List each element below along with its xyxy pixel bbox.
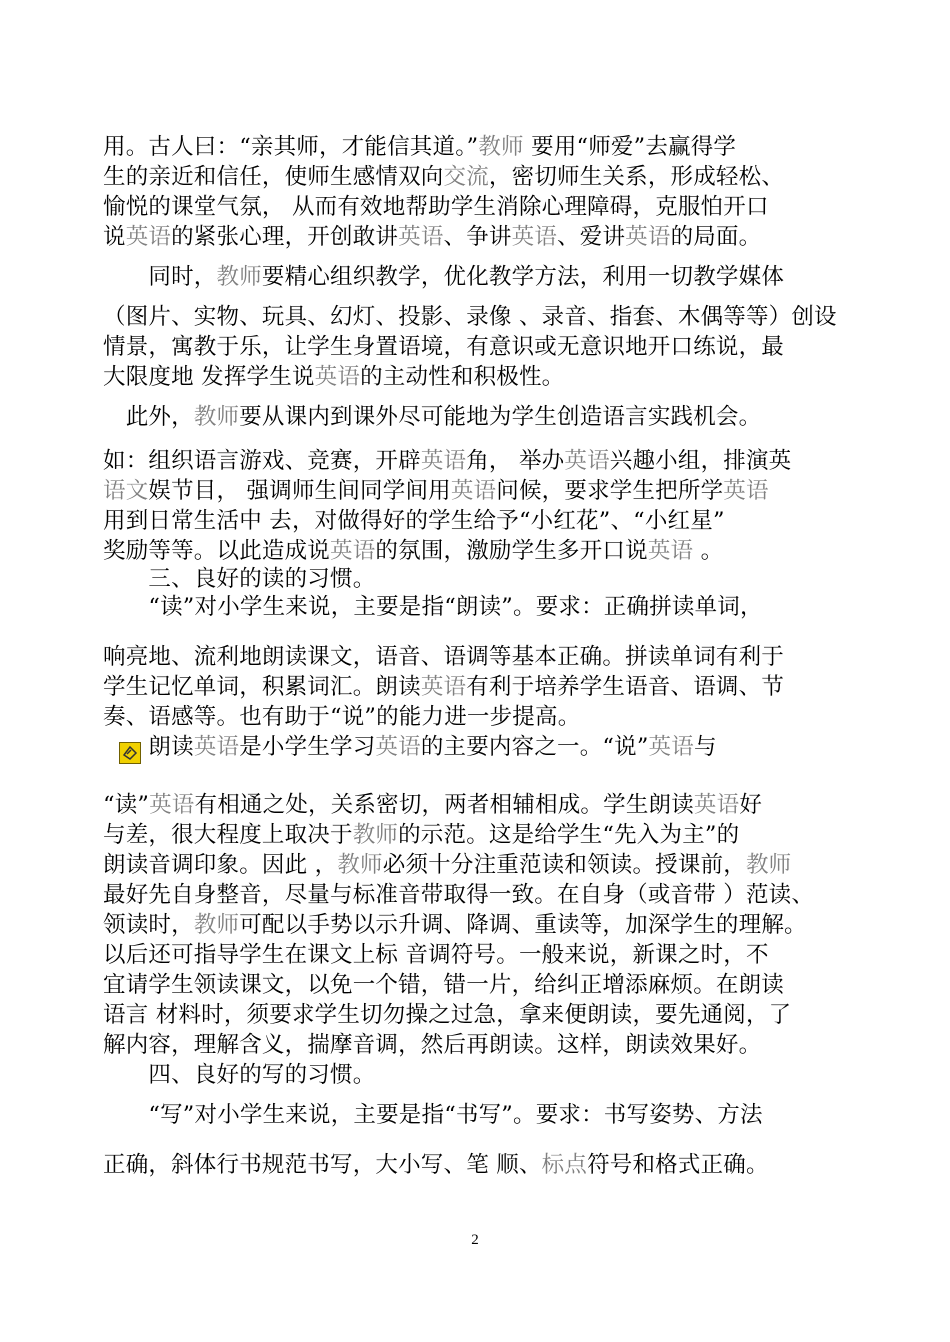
highlighted-term: 英语 xyxy=(564,448,610,474)
text-segment: ，密切师生关系，形成轻松、 xyxy=(488,164,785,190)
text-line xyxy=(103,850,843,880)
text-segment: 奏、语感等。也有助于“说”的能力进一步提高。 xyxy=(103,704,581,730)
text-segment: “写”对小学生来说，主要是指“书写”。要求：书写姿势、方法 xyxy=(103,1102,763,1128)
highlighted-term: 教师 xyxy=(478,134,524,160)
text-segment: 生的亲近和信任，使师生感情双向 xyxy=(103,164,444,190)
text-line xyxy=(103,1150,843,1180)
text-segment: 必须十分注重范读和领读。授课前， xyxy=(382,852,746,878)
text-segment: 。 xyxy=(693,538,724,564)
text-segment: 的氛围，激励学生多开口说 xyxy=(375,538,648,564)
text-line xyxy=(103,1060,843,1090)
text-segment: 符号和格式正确。 xyxy=(587,1152,769,1178)
text-segment: 最好先自身整音，尽量与标准音带取得一致。在自身（或音带 ）范读、 xyxy=(103,882,815,908)
text-line xyxy=(103,222,843,252)
highlighted-term: 教师 xyxy=(216,264,262,290)
text-segment: 与差，很大程度上取决于 xyxy=(103,822,353,848)
text-segment: 用。古人曰：“亲其师，才能信其道。” xyxy=(103,134,479,160)
text-line xyxy=(103,192,843,222)
text-segment: 与 xyxy=(693,734,717,760)
text-segment: 如：组织语言游戏、竞赛，开辟 xyxy=(103,448,421,474)
text-segment: 领读时， xyxy=(103,912,194,938)
text-segment: 娱节目， 强调师生间同学间用 xyxy=(148,478,451,504)
text-segment: 大限度地 发挥学生说 xyxy=(103,364,315,390)
text-segment: 情景，寓教于乐，让学生身置语境，有意识或无意识地开口练说，最 xyxy=(103,334,785,360)
text-line xyxy=(103,592,843,622)
text-line xyxy=(103,132,843,162)
text-segment: 有利于培养学生语音、语调、节 xyxy=(466,674,785,700)
text-line xyxy=(103,536,843,566)
text-segment: 要精心组织教学，优化教学方法，利用一切教学媒体 xyxy=(261,264,785,290)
text-line xyxy=(103,446,843,476)
text-segment: 三、良好的读的习惯。 xyxy=(103,566,376,592)
text-segment: “读” xyxy=(103,792,150,818)
highlighted-term: 英语 xyxy=(625,224,671,250)
text-segment: 此外， xyxy=(103,404,194,430)
text-line xyxy=(103,564,843,594)
text-segment: 正确，斜体行书规范书写，大小写、笔 顺、 xyxy=(103,1152,542,1178)
text-line xyxy=(103,362,843,392)
highlighted-term: 教师 xyxy=(193,912,240,938)
text-segment: 四、良好的写的习惯。 xyxy=(103,1062,376,1088)
text-segment: 响亮地、流利地朗读课文，语音、语调等基本正确。拼读单词有利于 xyxy=(103,644,785,670)
highlighted-term: 英语 xyxy=(375,734,421,760)
text-segment: 朗读音调印象。因此 ， xyxy=(103,852,338,878)
text-line xyxy=(103,302,843,332)
text-line xyxy=(103,332,843,362)
text-segment: 的紧张心理，开创敢讲 xyxy=(171,224,399,250)
highlighted-term: 英语 xyxy=(314,364,361,390)
text-segment: 、争讲 xyxy=(443,224,512,250)
text-segment: （图片、实物、玩具、幻灯、投影、录像 、录音、指套、木偶等等）创设 xyxy=(103,304,837,330)
text-line xyxy=(103,672,843,702)
text-line xyxy=(103,1030,843,1060)
text-segment: 是小学生学习 xyxy=(239,734,376,760)
text-segment: 愉悦的课堂气氛， 从而有效地帮助学生消除心理障碍，克服怕开口 xyxy=(103,194,769,220)
text-segment: 奖励等等。以此造成说 xyxy=(103,538,331,564)
text-segment: 的示范。这是给学生“先入为主”的 xyxy=(398,822,740,848)
highlighted-term: 英语 xyxy=(420,674,467,700)
text-line xyxy=(103,1100,843,1130)
highlighted-term: 英语 xyxy=(648,734,694,760)
text-line xyxy=(103,402,843,432)
text-segment: 学生记忆单词，积累词汇。朗读 xyxy=(103,674,421,700)
text-line xyxy=(103,702,843,732)
text-segment: 用到日常生活中 去，对做得好的学生给予“小红花”、“小红星” xyxy=(103,508,725,534)
text-line xyxy=(103,642,843,672)
page-number: 2 xyxy=(471,1232,479,1248)
highlighted-term: 英语 xyxy=(647,538,694,564)
text-segment: “读”对小学生来说，主要是指“朗读”。要求：正确拼读单词， xyxy=(103,594,763,620)
text-segment: 的主要内容之一。“说” xyxy=(420,734,649,760)
highlighted-term: 交流 xyxy=(443,164,489,190)
text-segment: 好 xyxy=(739,792,763,818)
text-line xyxy=(103,820,843,850)
text-line xyxy=(103,506,843,536)
text-line xyxy=(103,970,843,1000)
highlighted-term: 标点 xyxy=(541,1152,588,1178)
text-segment: 朗读 xyxy=(103,734,194,760)
text-segment: 问候，要求学生把所学 xyxy=(496,478,724,504)
text-segment: 解内容，理解含义，揣摩音调，然后再朗读。这样，朗读效果好。 xyxy=(103,1032,762,1058)
text-segment: 说 xyxy=(103,224,126,250)
text-segment: 以后还可指导学生在课文上标 音调符号。一般来说，新课之时，不 xyxy=(103,942,769,968)
text-line xyxy=(103,1000,843,1030)
highlighted-term: 英语 xyxy=(693,792,740,818)
text-line xyxy=(103,940,843,970)
text-line xyxy=(103,162,843,192)
text-line xyxy=(103,732,843,762)
text-segment: 兴趣小组，排演英 xyxy=(609,448,792,474)
text-segment: 可配以手势以示升调、降调、重读等，加深学生的理解。 xyxy=(239,912,807,938)
highlighted-term: 教师 xyxy=(352,822,399,848)
highlighted-term: 英语 xyxy=(125,224,172,250)
text-segment: 同时， xyxy=(103,264,217,290)
highlighted-term: 英语 xyxy=(398,224,444,250)
text-segment: 宜请学生领读课文，以免一个错，错一片，给纠正增添麻烦。在朗读 xyxy=(103,972,785,998)
text-line xyxy=(103,910,843,940)
highlighted-term: 英语 xyxy=(149,792,195,818)
text-segment: 、爱讲 xyxy=(557,224,626,250)
highlighted-term: 教师 xyxy=(193,404,240,430)
highlighted-term: 语文 xyxy=(103,478,149,504)
text-segment: 的局面。 xyxy=(670,224,762,250)
highlighted-term: 英语 xyxy=(450,478,497,504)
highlighted-term: 英语 xyxy=(723,478,769,504)
highlighted-term: 英语 xyxy=(193,734,240,760)
highlighted-term: 英语 xyxy=(420,448,467,474)
highlighted-term: 英语 xyxy=(330,538,376,564)
highlighted-term: 教师 xyxy=(337,852,383,878)
text-line xyxy=(103,790,843,820)
highlighted-term: 英语 xyxy=(511,224,558,250)
text-segment: 有相通之处，关系密切，两者相辅相成。学生朗读 xyxy=(194,792,694,818)
text-segment: 要从课内到课外尽可能地为学生创造语言实践机会。 xyxy=(239,404,762,430)
text-segment: 角， 举办 xyxy=(466,448,565,474)
text-line xyxy=(103,476,843,506)
text-segment: 要用“师爱”去赢得学 xyxy=(523,134,737,160)
text-segment: 的主动性和积极性。 xyxy=(360,364,565,390)
text-segment: 语言 材料时，须要求学生切勿操之过急，拿来便朗读，要先通阅，了 xyxy=(103,1002,792,1028)
highlighted-term: 教师 xyxy=(745,852,792,878)
text-line xyxy=(103,262,843,292)
text-line xyxy=(103,880,843,910)
